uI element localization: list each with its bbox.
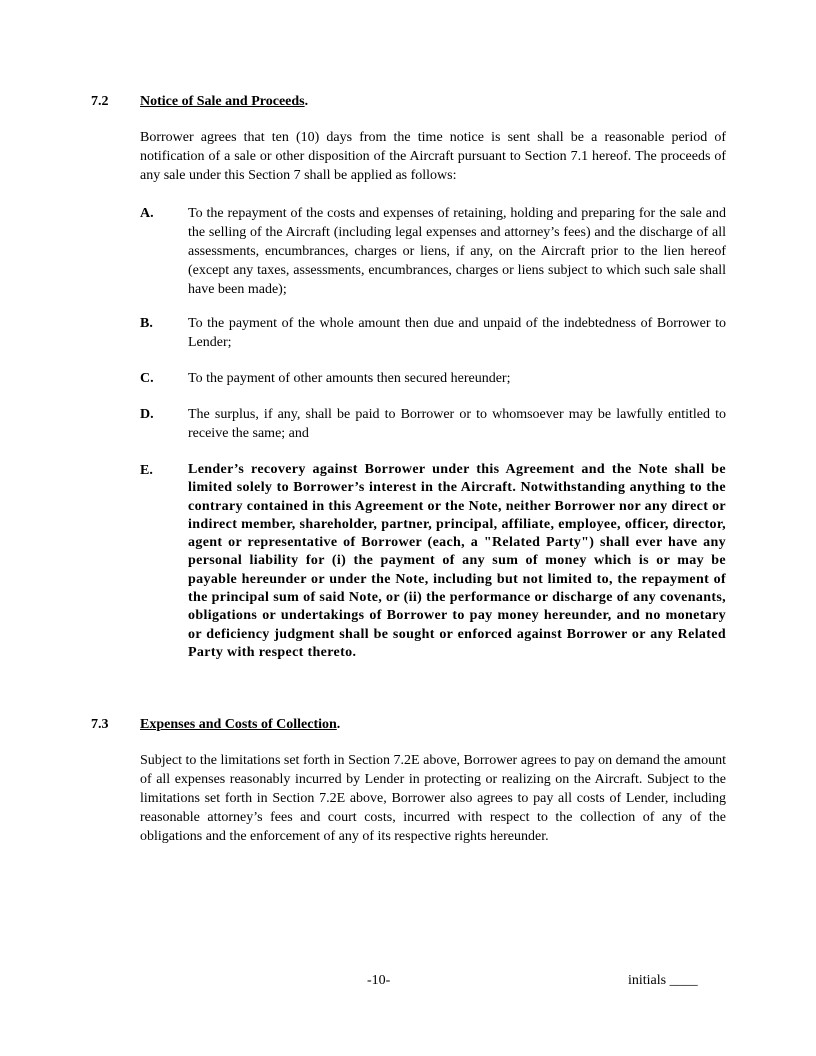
item-a-letter: A. — [140, 206, 154, 221]
item-b-letter: B. — [140, 316, 153, 331]
section-7-2-title-punct: . — [304, 94, 309, 109]
initials-field: initials ____ — [628, 973, 698, 988]
section-7-2-title — [140, 93, 308, 111]
item-e-letter: E. — [140, 463, 153, 478]
item-b-text: To the payment of the whole amount then due and unpaid of the indebtedness of Borrower to Lender; — [188, 316, 726, 350]
section-7-2-title-text: Notice of Sale and Proceeds — [140, 94, 305, 109]
section-7-3-body: Subject to the limitations set forth in Section 7.2E above, Borrower agrees to pay on demand the amount of all expenses reasonably incurred by Lender in protecting or realizing on the Aircraft. Subject to the limitations set forth in Section 7.2E above, Borrower also agrees to pay all costs of Lender, including reasonable attorney’s fees and court costs, incurred with respect to the collection of any of the obligations and the enforcement of any of its respective rights hereunder. — [140, 753, 726, 844]
item-e-text: Lender’s recovery against Borrower under this Agreement and the Note shall be limited solely to Borrower’s interest in the Aircraft. Notwithstanding anything to the contrary contained in this Agreement or the Note, neither Borrower nor any direct or indirect member, shareholder, partner, principal, affiliate, employee, officer, director, agent or representative of Borrower (each, a "Related Party") shall ever have any personal liability for (i) the payment of any sum of money which is or may be payable hereunder or under the Note, including but not limited to, the repayment of the principal sum of said Note, or (ii) the performance or discharge of any covenants, obligations or undertakings of Borrower to pay money hereunder, and no monetary or deficiency judgment shall be sought or enforced against Borrower or any Related Party with respect thereto. — [188, 462, 726, 660]
section-7-2-number: 7.2 — [91, 94, 109, 109]
item-d-text: The surplus, if any, shall be paid to Borrower or to whomsoever may be lawfully entitled to receive the same; and — [188, 407, 726, 441]
page-number: -10- — [367, 973, 391, 988]
section-7-3-title-text: Expenses and Costs of Collection — [140, 717, 337, 732]
section-7-3-title — [140, 716, 340, 734]
section-7-2-intro: Borrower agrees that ten (10) days from the time notice is sent shall be a reasonable period of notification of a sale or other disposition of the Aircraft pursuant to Section 7.1 hereof. The proceeds of any sale under this Section 7 shall be applied as follows: — [140, 130, 726, 183]
section-7-3-title-punct: . — [336, 717, 341, 732]
item-c-letter: C. — [140, 371, 154, 386]
item-a-text: To the repayment of the costs and expenses of retaining, holding and preparing for the sale and the selling of the Aircraft (including legal expenses and attorney’s fees) and the discharge of all assessments, encumbrances, charges or liens, if any, on the Aircraft prior to the lien hereof (except any taxes, assessments, encumbrances, charges or liens subject to which such sale shall have been made); — [188, 206, 726, 297]
item-c-text: To the payment of other amounts then secured hereunder; — [188, 371, 511, 386]
section-7-3-number: 7.3 — [91, 717, 109, 732]
item-d-letter: D. — [140, 407, 154, 422]
